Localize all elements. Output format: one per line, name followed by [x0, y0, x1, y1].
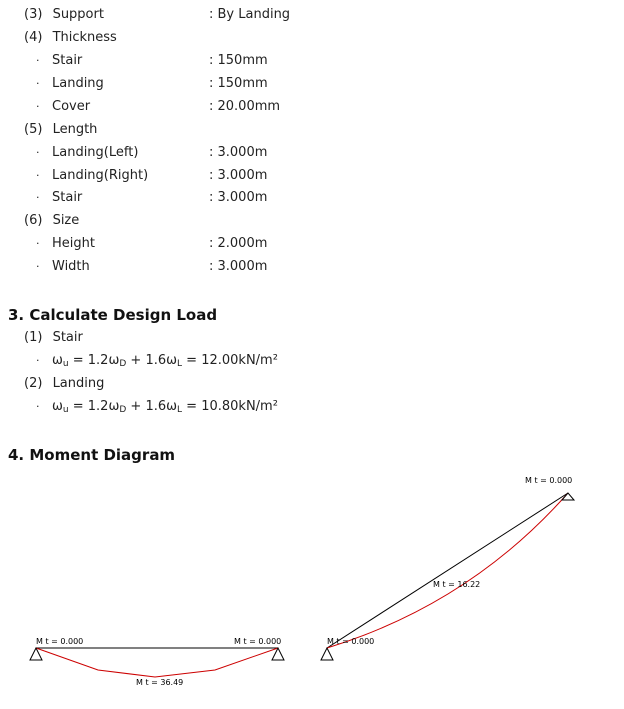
equation-text: $\omega_u = 1.2\omega_D + 1.6\omega_L = 12.00kN/m^2$ [52, 353, 278, 369]
bullet: · [36, 146, 40, 159]
thickness-num: (4) [24, 30, 43, 45]
item-value: : 3.000m [209, 145, 268, 160]
equation-text: $\omega_u = 1.2\omega_D + 1.6\omega_L = 10.80kN/m^2$ [52, 399, 278, 415]
item-value: : 3.000m [209, 259, 268, 274]
stair-num: (1) [24, 330, 43, 345]
size-label: Size [52, 213, 80, 228]
item-label: Stair [52, 53, 83, 68]
moment-diagram-heading: 4. Moment Diagram [8, 446, 176, 464]
stair-moment-label-top: M t = 0.000 [525, 476, 573, 485]
moment-diagram [0, 469, 624, 709]
bullet: · [36, 354, 40, 367]
item-value: : 2.000m [209, 236, 268, 251]
left-moment-curve [36, 648, 278, 677]
design-load-heading: 3. Calculate Design Load [8, 306, 218, 324]
item-label: Cover [52, 99, 91, 114]
length-row [24, 122, 97, 138]
stair-bottom-support-icon [321, 648, 333, 660]
support-label: Support [52, 7, 104, 22]
stair-moment-label-bottom: M t = 0.000 [327, 637, 375, 646]
landing-row [24, 376, 104, 392]
left-moment-label-mid: M t = 36.49 [136, 678, 184, 687]
stair-label: Stair [52, 330, 83, 345]
landing-label: Landing [52, 376, 105, 391]
bullet: · [36, 400, 40, 413]
item-value: : 3.000m [209, 168, 268, 183]
bullet: · [36, 191, 40, 204]
item-label: Stair [52, 190, 83, 205]
length-num: (5) [24, 122, 43, 137]
bullet: · [36, 77, 40, 90]
item-value: : 150mm [209, 76, 268, 91]
stair-beam [327, 493, 568, 648]
stair-moment-label-mid: M t = 16.22 [433, 580, 481, 589]
item-value: : 3.000m [209, 190, 268, 205]
item-label: Landing [52, 76, 104, 91]
stair-row [24, 330, 83, 346]
size-row [24, 213, 79, 229]
item-value: : 20.00mm [209, 99, 281, 114]
item-label: Landing(Left) [52, 145, 139, 160]
item-label: Landing(Right) [52, 168, 149, 183]
bullet: · [36, 237, 40, 250]
support-value: : By Landing [209, 7, 291, 22]
thickness-label: Thickness [52, 30, 117, 45]
bullet: · [36, 54, 40, 67]
left-moment-label-end: M t = 0.000 [234, 637, 282, 646]
item-label: Width [52, 259, 90, 274]
thickness-row [24, 30, 117, 46]
bullet: · [36, 260, 40, 273]
bullet: · [36, 169, 40, 182]
stair-top-support-icon [562, 493, 574, 500]
landing-num: (2) [24, 376, 43, 391]
size-num: (6) [24, 213, 43, 228]
item-value: : 150mm [209, 53, 268, 68]
item-label: Height [52, 236, 95, 251]
length-label: Length [52, 122, 98, 137]
bullet: · [36, 100, 40, 113]
support-num: (3) [24, 7, 43, 22]
left-moment-label-start: M t = 0.000 [36, 637, 84, 646]
support-row [24, 7, 291, 23]
